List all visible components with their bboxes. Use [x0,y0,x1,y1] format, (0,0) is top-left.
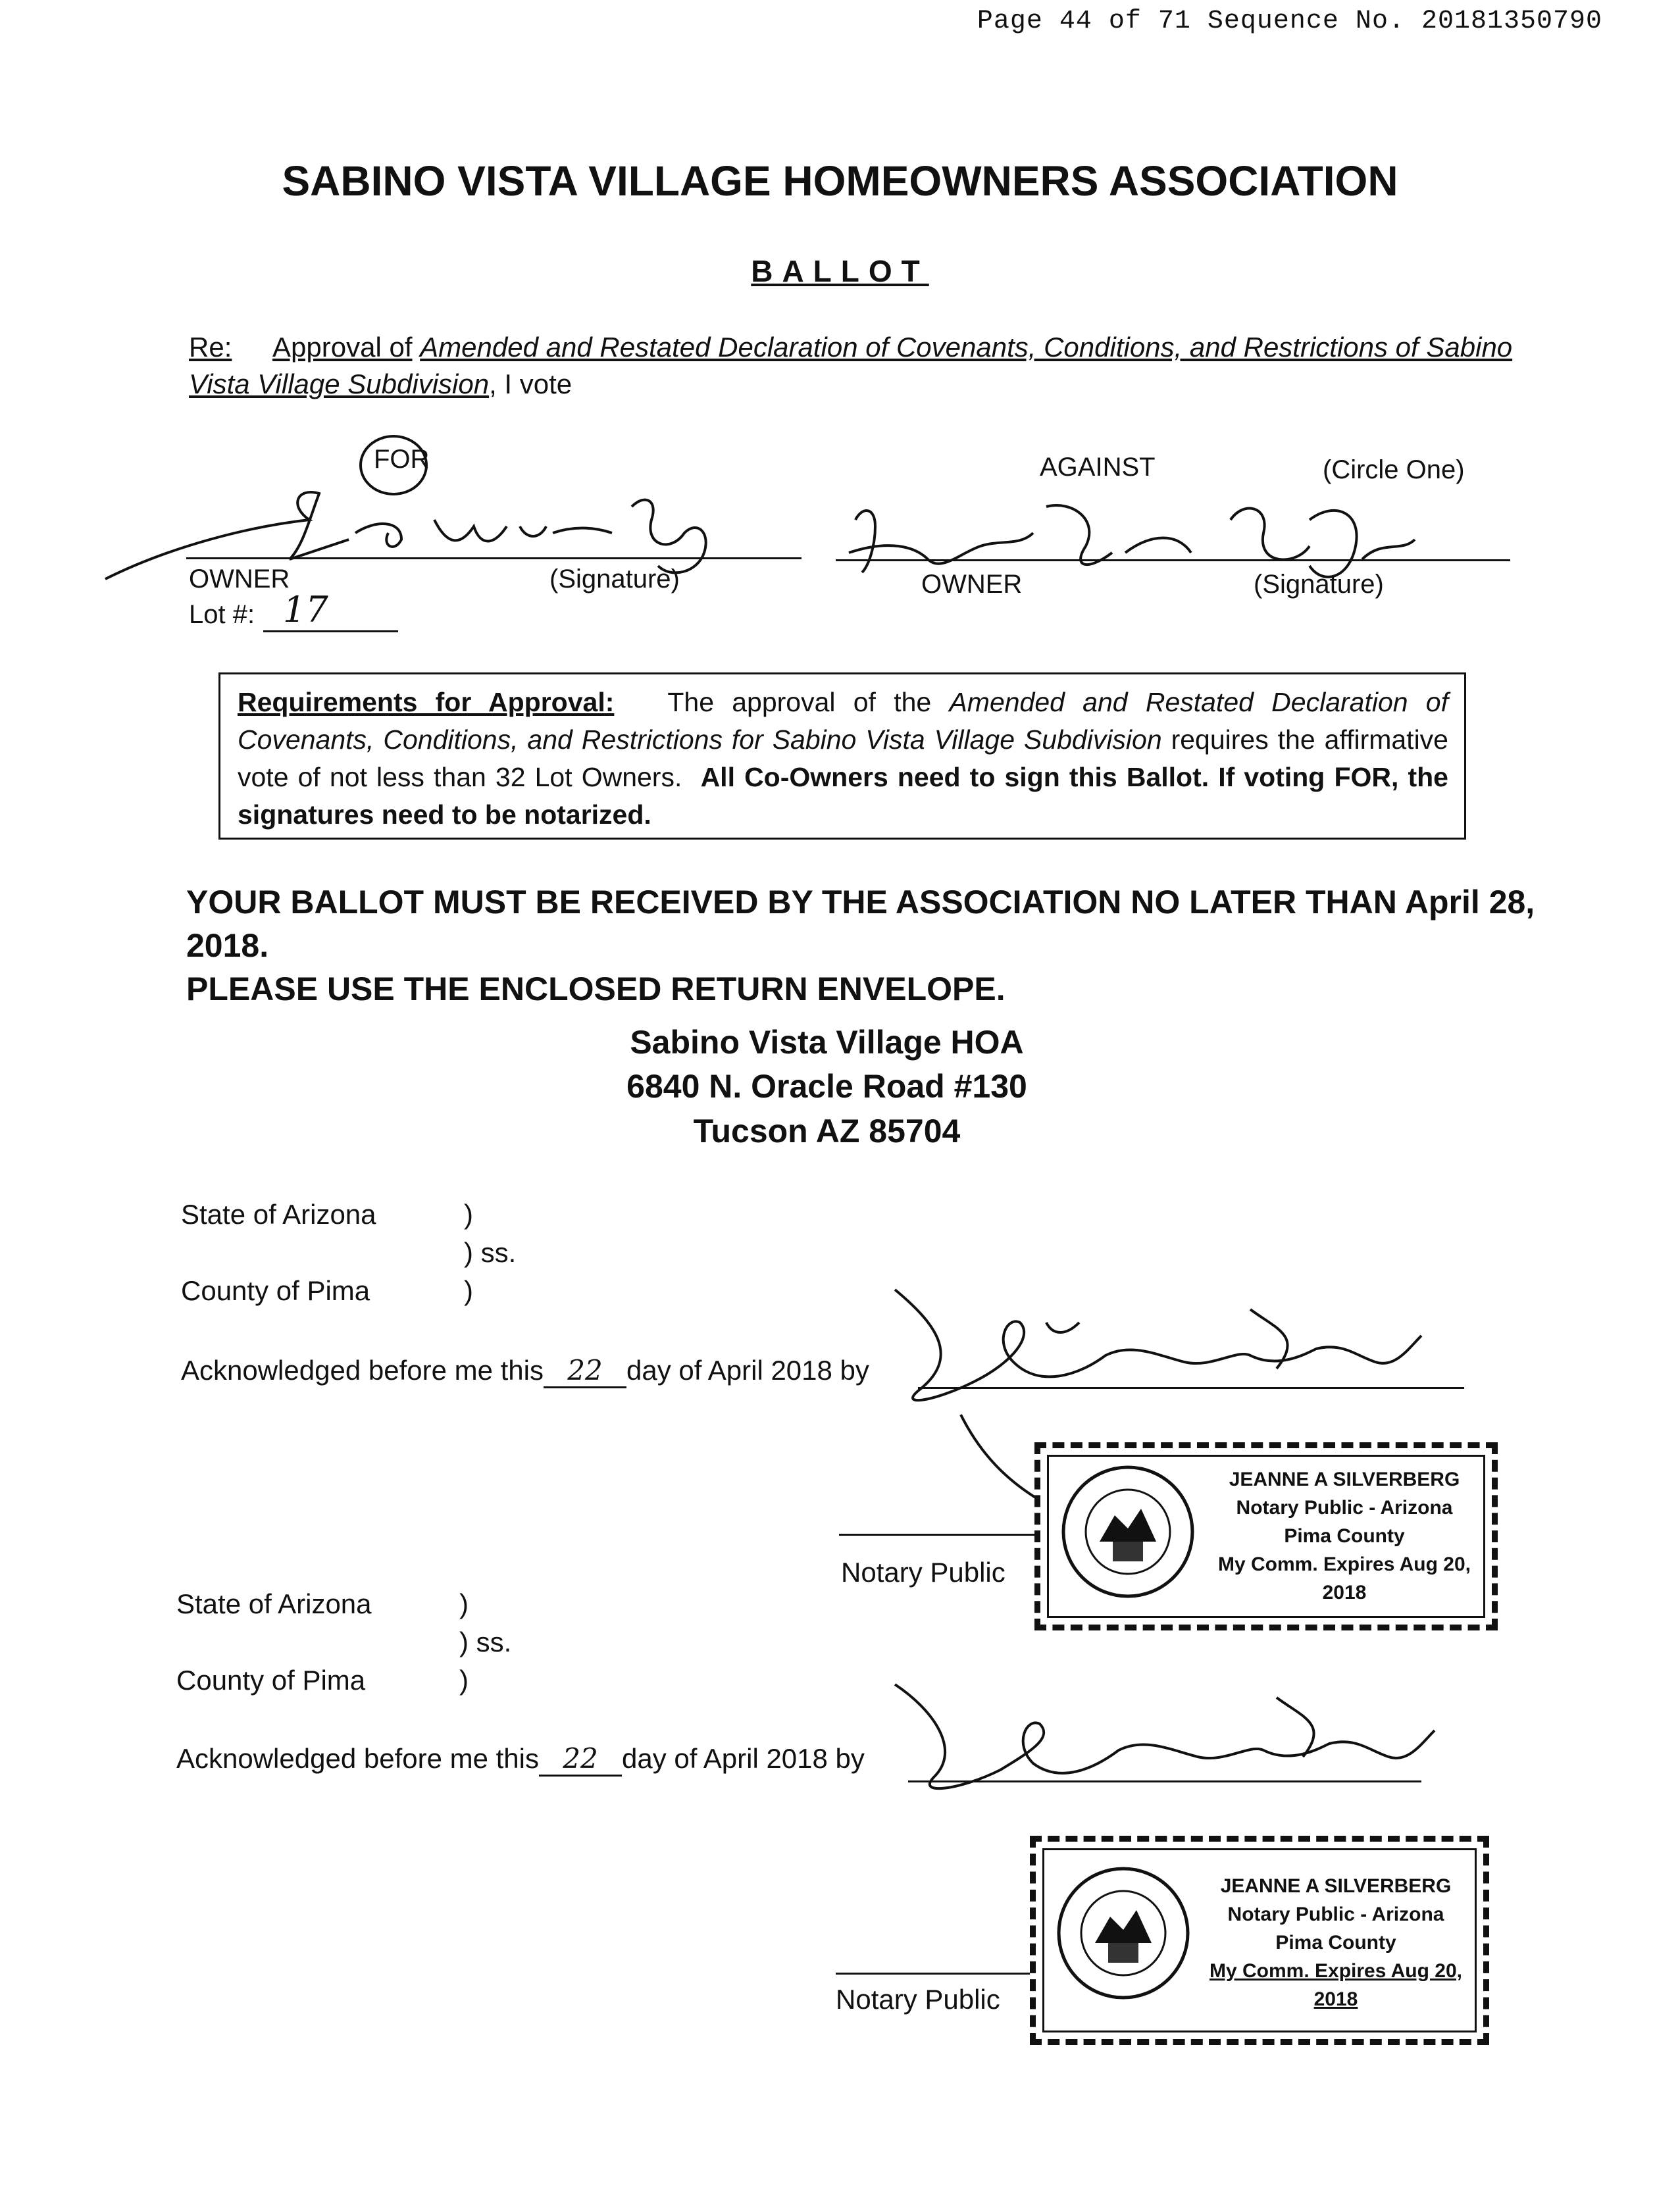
notary-2-county: County of Pima [176,1665,366,1696]
notary-1-paren-1: ) [464,1199,473,1230]
notary-2-paren-1: ) [459,1588,469,1619]
lot-value: 17 [283,589,328,630]
circle-one-instruction: (Circle One) [1323,455,1465,484]
ballot-heading: BALLOT [751,254,929,288]
deadline-notice [186,880,1568,1011]
notary-1-ack-after: day of April 2018 by [626,1355,869,1386]
notary-2-label: Notary Public [836,1984,1000,2015]
requirements-heading: Requirements for Approval: [238,687,615,717]
notary-1-stamp [1034,1442,1498,1630]
owner-1-label: OWNER [189,565,290,593]
notary-2-ack-before: Acknowledged before me this [176,1743,539,1774]
deadline-line-1: YOUR BALLOT MUST BE RECEIVED BY THE ASSOCIATION NO LATER THAN April 28, 2018. [186,884,1535,964]
notary-1-acknowledgment [181,1354,869,1388]
requirements-italic: Amended and Restated Declaration of Covenants, Conditions, and Restrictions for Sabino Vista Village Subdivision [238,687,1448,755]
notary-2-paren-2: ) [459,1665,469,1696]
stamp-2-expires: My Comm. Expires Aug 20, 2018 [1209,1960,1462,2010]
notary-2-signer-signature [882,1671,1448,1829]
re-paragraph [189,329,1531,403]
owner-2-signature-label: (Signature) [1254,570,1384,599]
notary-1-state: State of Arizona [181,1199,376,1230]
stamp-2-title: Notary Public - Arizona [1227,1904,1444,1925]
requirements-text-1: The approval of the [667,687,932,717]
deadline-line-2: PLEASE USE THE ENCLOSED RETURN ENVELOPE. [186,971,1005,1007]
notary-2-ack-after: day of April 2018 by [621,1743,865,1774]
arizona-state-seal-icon [1054,1864,1192,2002]
document-title: SABINO VISTA VILLAGE HOMEOWNERS ASSOCIATION [282,157,1398,205]
address-line-2: 6840 N. Oracle Road #130 [626,1068,1027,1105]
notary-2-stamp [1030,1836,1489,2045]
notary-1-county: County of Pima [181,1275,370,1306]
owner-2-label: OWNER [921,570,1023,599]
arizona-state-seal-icon [1059,1463,1197,1601]
re-label: Re: [189,332,232,363]
notary-1-label: Notary Public [841,1557,1005,1588]
re-suffix: , I vote [489,368,573,399]
vote-against-option[interactable]: AGAINST [1040,453,1156,482]
page-sequence-header: Page 44 of 71 Sequence No. 20181350790 [977,7,1602,36]
notary-1-paren-2: ) [464,1275,473,1306]
owner-1-signature-label: (Signature) [549,565,680,593]
address-line-3: Tucson AZ 85704 [693,1113,961,1149]
notary-1-day: 22 [544,1354,626,1388]
requirements-text-2: requires the affirmative vote of not less than 32 Lot Owners. [238,724,1448,792]
notary-2-state: State of Arizona [176,1588,372,1619]
notary-2-day: 22 [539,1742,622,1777]
stamp-1-name: JEANNE A SILVERBERG [1229,1469,1460,1490]
stamp-1-expires: My Comm. Expires Aug 20, 2018 [1218,1553,1471,1603]
re-italic-title: Amended and Restated Declaration of Covenants, Conditions, and Restrictions of Sabino Vista Village Subdivision [189,332,1513,399]
lot-label: Lot #: [189,600,255,629]
notary-2-ss: ) ss. [459,1627,512,1657]
stamp-1-title: Notary Public - Arizona [1236,1497,1453,1519]
stamp-1-county: Pima County [1284,1525,1405,1547]
stamp-2-name: JEANNE A SILVERBERG [1220,1875,1452,1897]
re-prefix: Approval of [272,332,413,363]
address-line-1: Sabino Vista Village HOA [630,1024,1024,1061]
requirements-box [218,672,1466,840]
vote-for-option[interactable]: FOR [374,445,430,474]
requirements-text [238,684,1448,834]
notary-2-acknowledgment [176,1742,865,1777]
notary-1-ack-before: Acknowledged before me this [181,1355,544,1386]
notary-1-ss: ) ss. [464,1237,517,1268]
requirements-bold: All Co-Owners need to sign this Ballot. If voting FOR, the signatures need to be notarized. [238,762,1448,830]
stamp-2-county: Pima County [1275,1932,1396,1954]
